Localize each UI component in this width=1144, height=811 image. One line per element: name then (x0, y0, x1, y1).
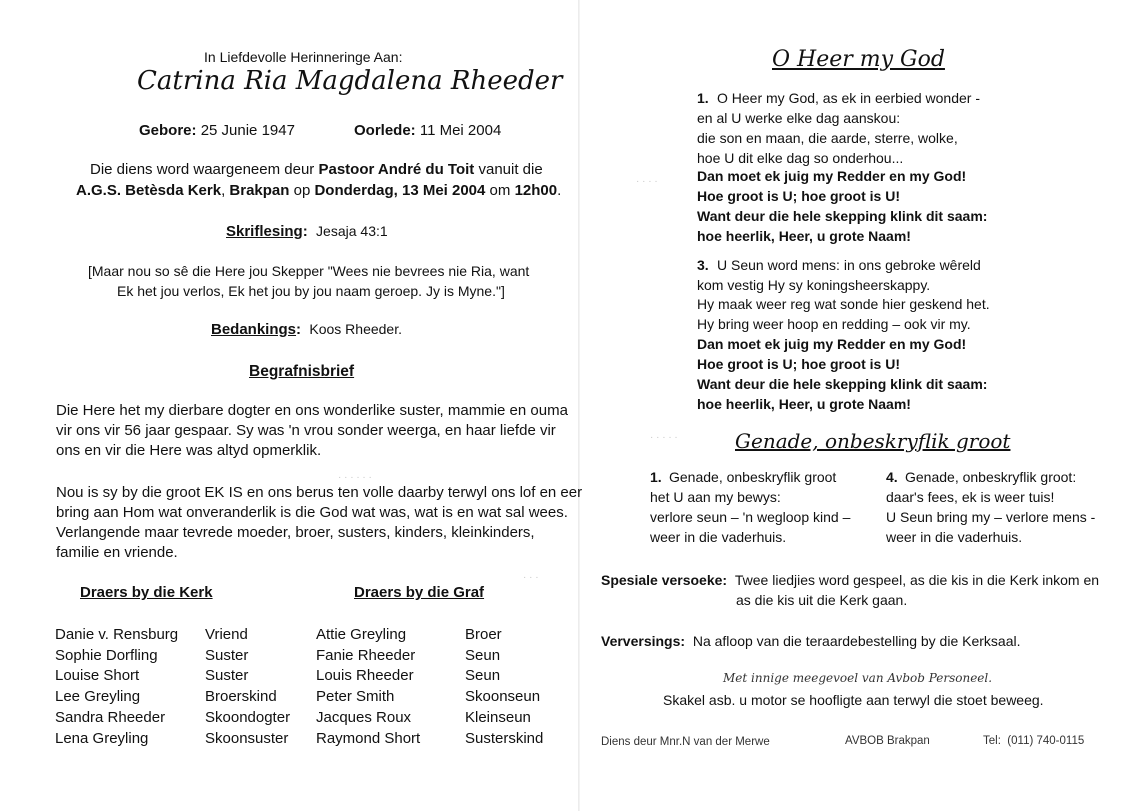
verse-number: 3. (697, 257, 709, 273)
hymn-line: die son en maan, die aarde, sterre, wolke, (697, 130, 958, 146)
service-text: Die diens word waargeneem deur (90, 161, 319, 178)
bearer-relation: Suster (205, 647, 249, 664)
bearer-name: Raymond Short (316, 730, 421, 747)
hymn-line: daar's fees, ek is weer tuis! (886, 489, 1055, 505)
hymn-line: U Seun bring my – verlore mens - (886, 509, 1096, 525)
service-date: Donderdag, 13 Mei 2004 (314, 182, 486, 199)
bearer-name: Attie Greyling (316, 626, 407, 643)
bearer-name: Louise Short (55, 667, 140, 684)
special-requests-label: Spesiale versoeke (601, 572, 723, 588)
death-info (354, 122, 501, 139)
reading-reference: Jesaja 43:1 (316, 223, 388, 239)
bearers-grave-heading: Draers by die Graf (354, 584, 485, 601)
chorus-line: Hoe groot is U; hoe groot is U! (697, 188, 900, 204)
bearer-relation: Skoonsuster (205, 730, 289, 747)
chorus-line: hoe heerlik, Heer, u grote Naam! (697, 396, 911, 412)
special-requests-text: Twee liedjies word gespeel, as die kis in die Kerk inkom en (734, 572, 1100, 588)
bearer-relation: Broerskind (205, 688, 277, 705)
bleed-through-mark: · · · (523, 572, 539, 583)
bearer-name: Louis Rheeder (316, 667, 414, 684)
letter-paragraph-line: vir ons vir 56 jaar gespaar. Sy was 'n vrou sonder weerga, en haar liefde vir (56, 422, 556, 439)
letter-paragraph-line: familie en vriende. (56, 544, 178, 561)
bearer-name: Danie v. Rensburg (55, 626, 179, 643)
bearer-relation: Skoonseun (465, 688, 541, 705)
special-requests-text: as die kis uit die Kerk gaan. (736, 592, 908, 608)
verse-number: 1. (697, 90, 709, 106)
service-text: , (221, 182, 230, 199)
refreshments-text: Na afloop van die teraardebestelling by die Kerksaal. (692, 633, 1021, 649)
bearer-relation: Susterskind (465, 730, 544, 747)
letter-paragraph-line: Nou is sy by die groot EK IS en ons berus ten volle daarby terwyl ons lof en eer (56, 484, 583, 501)
chorus-line: Want deur die hele skepping klink dit saam: (697, 376, 988, 392)
hymn-line: Hy maak weer reg wat sonde hier geskend het. (697, 296, 990, 312)
born-label: Gebore: (139, 122, 197, 139)
born-date: 25 Junie 1947 (200, 122, 295, 139)
hymn-line: en al U werke elke dag aanskou: (697, 110, 901, 126)
letter-paragraph-line: bring aan Hom wat onveranderlik is die God wat was, wat is en wat sal wees. (56, 504, 568, 521)
bearer-name: Lena Greyling (55, 730, 149, 747)
letter-paragraph-line: ons en vir die Here was altyd opmerklik. (56, 442, 322, 459)
verse-number: 1. (650, 469, 662, 485)
bearer-name: Lee Greyling (55, 688, 141, 705)
service-line-1 (90, 161, 543, 178)
footer-service-by: Diens deur Mnr.N van der Merwe (601, 736, 770, 748)
thanks-name: Koos Rheeder. (309, 321, 402, 337)
scripture-quote-line: [Maar nou so sê die Here jou Skepper "Wees nie bevrees nie Ria, want (88, 263, 530, 279)
scripture-reading (226, 223, 388, 240)
memory-heading: In Liefdevolle Herinneringe Aan: (204, 49, 403, 65)
hymn1-title: O Heer my God (772, 47, 945, 72)
hymn-line: U Seun word mens: in ons gebroke wêreld (717, 257, 981, 273)
letter-paragraph-line: Verlangende maar tevrede moeder, broer, susters, kinders, kleinkinders, (56, 524, 535, 541)
letter-paragraph-line: Die Here het my dierbare dogter en ons wonderlike suster, mammie en ouma (56, 402, 568, 419)
service-text: vanuit die (474, 161, 543, 178)
reading-colon: : (302, 223, 308, 240)
service-line-2 (76, 182, 561, 199)
footer-company: AVBOB Brakpan (845, 735, 930, 747)
hymn-line: Genade, onbeskryflik groot (669, 469, 837, 485)
bleed-through-mark: · · · · · · (338, 472, 372, 483)
hymn2-title: Genade, onbeskryflik groot (735, 429, 1011, 453)
bearer-name: Jacques Roux (316, 709, 412, 726)
bearer-relation: Suster (205, 667, 249, 684)
hymn-line: kom vestig Hy sy koningsheerskappy. (697, 277, 931, 293)
thanks-colon: : (296, 321, 302, 338)
bearer-name: Sandra Rheeder (55, 709, 166, 726)
refreshments-colon: : (680, 633, 686, 649)
chorus-line: Want deur die hele skepping klink dit saam: (697, 208, 988, 224)
bearers-church-heading: Draers by die Kerk (80, 584, 213, 601)
hymn-line: het U aan my bewys: (650, 489, 781, 505)
bearer-relation: Seun (465, 647, 501, 664)
died-label: Oorlede: (354, 122, 416, 139)
bearer-name: Sophie Dorfling (55, 647, 158, 664)
refreshments-label: Verversings (601, 633, 681, 649)
bearer-relation: Kleinseun (465, 709, 531, 726)
phone-label: Tel: (983, 735, 1001, 747)
phone-number: (011) 740-0115 (1007, 735, 1085, 747)
bleed-through-mark: · · · · (636, 176, 658, 187)
sympathy-script: Met innige meegevoel van Avbob Personeel. (723, 671, 993, 685)
bearer-name: Fanie Rheeder (316, 647, 416, 664)
bearer-relation: Skoondogter (205, 709, 291, 726)
service-text: om (485, 182, 515, 199)
town-name: Brakpan (229, 182, 290, 199)
chorus-line: Dan moet ek juig my Redder en my God! (697, 336, 967, 352)
bearer-name: Peter Smith (316, 688, 395, 705)
reading-label: Skriflesing (226, 223, 303, 240)
verse-number: 4. (886, 469, 898, 485)
page-fold (578, 0, 580, 811)
thanks (211, 321, 402, 338)
bearer-relation: Vriend (205, 626, 248, 643)
birth-info (139, 122, 295, 139)
died-date: 11 Mei 2004 (419, 122, 502, 139)
hymn-line: Genade, onbeskryflik groot: (905, 469, 1077, 485)
hymn-line: hoe U dit elke dag so onderhou... (697, 150, 904, 166)
thanks-label: Bedankings (211, 321, 297, 338)
hymn-line: O Heer my God, as ek in eerbied wonder - (717, 90, 981, 106)
scripture-quote-line: Ek het jou verlos, Ek het jou by jou naam geroep. Jy is Myne."] (117, 283, 505, 299)
deceased-name: Catrina Ria Magdalena Rheeder (137, 66, 563, 96)
chorus-line: hoe heerlik, Heer, u grote Naam! (697, 228, 911, 244)
chorus-line: Hoe groot is U; hoe groot is U! (697, 356, 900, 372)
hymn-line: weer in die vaderhuis. (650, 529, 787, 545)
hymn-line: verlore seun – 'n wegloop kind – (650, 509, 851, 525)
special-requests-colon: : (722, 572, 728, 588)
church-name: A.G.S. Betèsda Kerk (76, 182, 222, 199)
headlights-notice: Skakel asb. u motor se hoofligte aan terwyl die stoet beweeg. (663, 692, 1044, 708)
chorus-line: Dan moet ek juig my Redder en my God! (697, 168, 967, 184)
refreshments (601, 633, 1021, 649)
bleed-through-mark: · · · · · (650, 432, 678, 443)
service-time: 12h00 (514, 182, 558, 199)
hymn-line: Hy bring weer hoop en redding – ook vir my. (697, 316, 971, 332)
pastor-name: Pastoor André du Toit (318, 161, 475, 178)
bearer-relation: Seun (465, 667, 501, 684)
hymn-line: weer in die vaderhuis. (886, 529, 1023, 545)
service-text: op (289, 182, 315, 199)
footer-phone (983, 735, 1084, 747)
bearer-relation: Broer (465, 626, 502, 643)
letter-heading: Begrafnisbrief (249, 363, 355, 380)
service-text: . (557, 182, 562, 199)
special-requests (601, 572, 1099, 588)
